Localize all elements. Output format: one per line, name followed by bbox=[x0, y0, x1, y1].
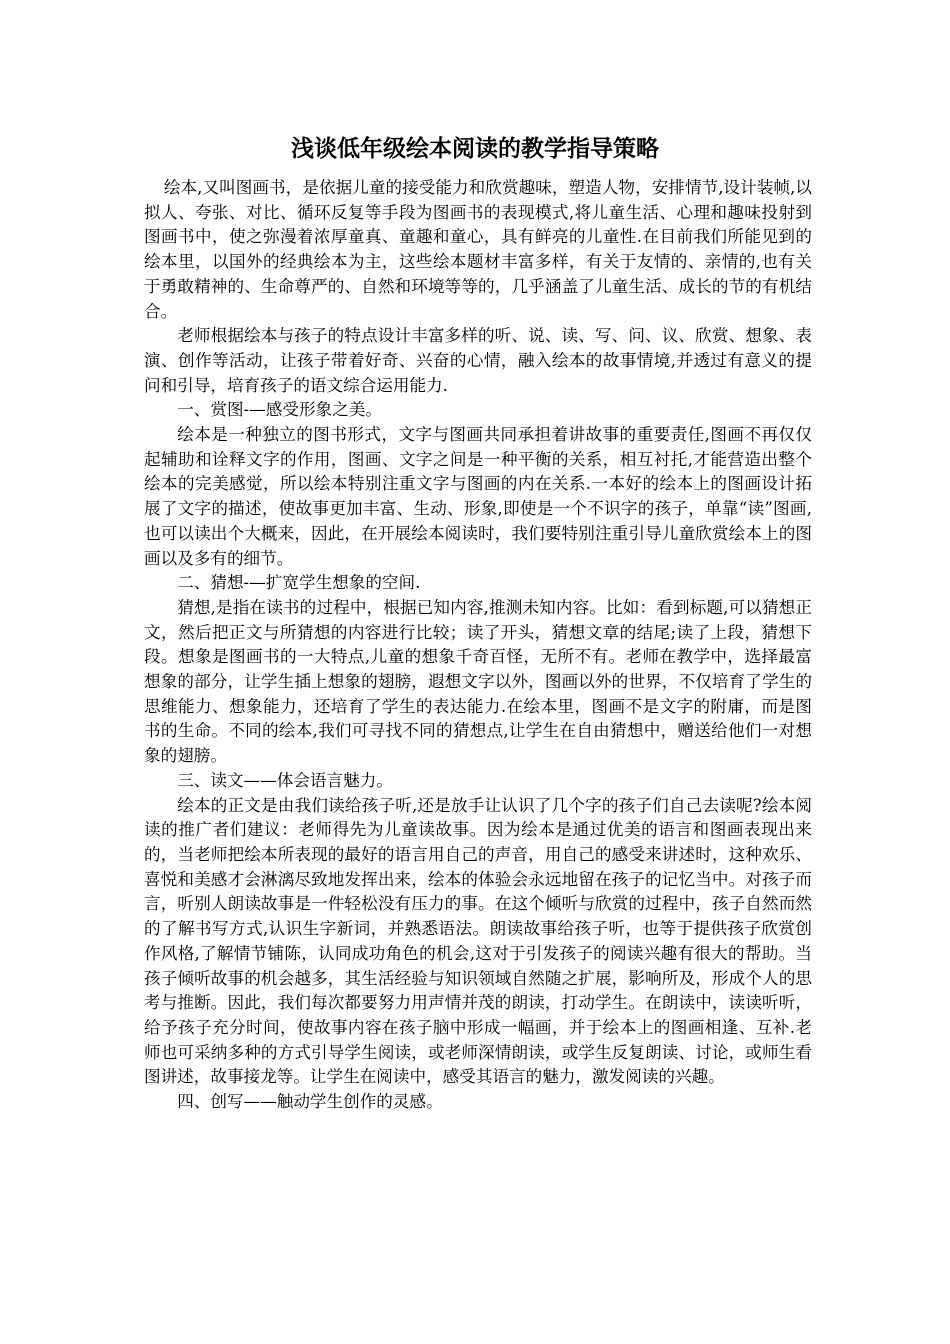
document-title: 浅谈低年级绘本阅读的教学指导策略 bbox=[291, 136, 659, 162]
paragraph-section-2: 猜想,是指在读书的过程中，根据已知内容,推测未知内容。比如：看到标题,可以猜想正文，然后把正文与所猜想的内容进行比较；读了开头，猜想文章的结尾;读了上段，猜想下段。想象是图画书的一大特点,儿童的想象千奇百怪，无所不有。老师在教学中，选择最富想象的部分，让学生插上想象的翅膀，遐想文字以外，图画以外的世界，不仅培育了学生的思维能力、想象能力，还培育了学生的表达能力.在绘本里，图画不是文字的附庸，而是图书的生命。不同的绘本,我们可寻找不同的猜想点,让学生在自由猜想中，赠送给他们一对想象的翅膀。 bbox=[144, 597, 812, 766]
section-heading-1: 一、赏图-—感受形象之美。 bbox=[177, 400, 382, 420]
section-heading-2: 二、猜想-—扩宽学生想象的空间. bbox=[177, 573, 421, 593]
paragraph-section-3: 绘本的正文是由我们读给孩子听,还是放手让认识了几个字的孩子们自己去读呢?绘本阅读的推广者们建议：老师得先为儿童读故事。因为绘本是通过优美的语言和图画表现出来的，当老师把绘本所表现的最好的语言用自己的声音，用自己的感受来讲述时，这种欢乐、喜悦和美感才会淋漓尽致地发挥出来，绘本的体验会永远地留在孩子的记忆当中。对孩子而言，听别人朗读故事是一件轻松没有压力的事。在这个倾听与欣赏的过程中，孩子自然而然的了解书写方式,认识生字新词，并熟悉语法。朗读故事给孩子听，也等于提供孩子欣赏创作风格,了解情节铺陈，认同成功角色的机会,这对于引发孩子的阅读兴趣有很大的帮助。当孩子倾听故事的机会越多，其生活经验与知识领域自然随之扩展，影响所及，形成个人的思考与推断。因此，我们每次都要努力用声情并茂的朗读，打动学生。在朗读中，读读听听，给予孩子充分时间，使故事内容在孩子脑中形成一幅画，并于绘本上的图画相逢、互补.老师也可采纳多种的方式引导学生阅读，或老师深情朗读，或学生反复朗读、讨论，或师生看图讲述，故事接龙等。让学生在阅读中，感受其语言的魅力，激发阅读的兴趣。 bbox=[144, 795, 812, 1087]
section-heading-4: 四、创写——触动学生创作的灵感。 bbox=[177, 1092, 443, 1112]
paragraph-intro: 绘本,又叫图画书，是依据儿童的接受能力和欣赏趣味，塑造人物，安排情节,设计装帧,以拟人、夸张、对比、循环反复等手段为图画书的表现模式,将儿童生活、心理和趣味投射到图画书中，使之弥漫着浓厚童真、童趣和童心，具有鲜亮的儿童性.在目前我们所能见到的绘本里，以国外的经典绘本为主，这些绘本题材丰富多样，有关于友情的、亲情的,也有关于勇敢精神的、生命尊严的、自然和环境等等的，几乎涵盖了儿童生活、成长的节的有机结合。 bbox=[144, 178, 812, 321]
paragraph-section-1: 绘本是一种独立的图书形式，文字与图画共同承担着讲故事的重要责任,图画不再仅仅起辅助和诠释文字的作用，图画、文字之间是一种平衡的关系，相互衬托,才能营造出整个绘本的完美感觉，所以绘本特别注重文字与图画的内在关系.一本好的绘本上的图画设计拓展了文字的描述，使故事更加丰富、生动、形象,即使是一个不识字的孩子，单靠“读”图画,也可以读出个大概来，因此，在开展绘本阅读时，我们要特别注重引导儿童欣赏绘本上的图画以及多有的细节。 bbox=[144, 425, 812, 568]
section-heading-3: 三、读文——体会语言魅力。 bbox=[177, 770, 393, 790]
document-body bbox=[144, 176, 812, 1115]
paragraph-teacher-activities: 老师根据绘本与孩子的特点设计丰富多样的听、说、读、写、问、议、欣赏、想象、表演、创作等活动，让孩子带着好奇、兴奋的心情，融入绘本的故事情境,并透过有意义的提问和引导，培育孩子的语文综合运用能力. bbox=[144, 326, 812, 395]
